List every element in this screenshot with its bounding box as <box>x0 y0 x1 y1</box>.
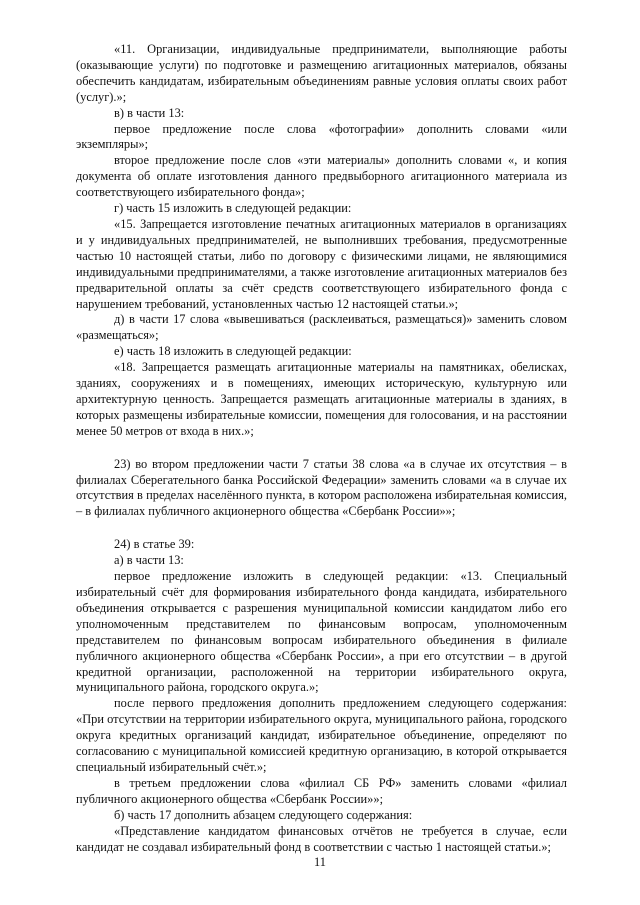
paragraph-16: б) часть 17 дополнить абзацем следующего содержания: <box>114 807 413 822</box>
paragraph-12: а) в части 13: <box>114 553 184 568</box>
paragraph-1: «11. Организации, индивидуальные предприниматели, выполняющие работы (оказывающие услуги) по подготовке и размещению агитационных материалов, обязаны обеспечить кандидатам, избирательным объединениям равные условия оплаты своих работ (услуг).»; <box>76 42 567 104</box>
paragraph-14: после первого предложения дополнить предложением следующего содержания: «При отсутствии на территории избирательного округа, муниципального района, городского округа кредитных организаций кандидат, избирательное объединение, определяют по согласованию с муниципальной комиссией кредитную организацию, в которой открывается специальный избирательный счёт.»; <box>76 696 567 774</box>
paragraph-15: в третьем предложении слова «филиал СБ РФ» заменить словами «филиал публичного акционерного общества «Сбербанк России»»; <box>76 775 567 806</box>
paragraph-13: первое предложение изложить в следующей редакции: «13. Специальный избирательный счёт для формирования избирательного фонда кандидата, избирательного объединения открывается с разрешения муниципальной комиссии кандидатом либо его уполномоченным представителем по финансовым вопросам, уполномоченным представителем по финансовым вопросам избирательного объединения в филиале публичного акционерного общества «Сбербанк России», а при его отсутствии – в другой кредитной организации, расположенной на территории избирательного округа, муниципального района, городского округа.»; <box>76 569 567 695</box>
paragraph-8: е) часть 18 изложить в следующей редакции: <box>114 344 352 359</box>
paragraph-2: в) в части 13: <box>114 105 185 120</box>
page-number: 11 <box>314 855 326 869</box>
document-body <box>76 42 567 855</box>
paragraph-10: 23) во втором предложении части 7 статьи 38 слова «а в случае их отсутствия – в филиалах Сберегательного банка Российской Федерации» заменить словами «а в случае их отсутствия в пределах населённого пункта, в котором расположена избирательная комиссия, – в филиалах публичного акционерного общества «Сбербанк России»»; <box>76 456 567 519</box>
paragraph-3: первое предложение после слова «фотографии» дополнить словами «или экземпляры»; <box>76 121 567 152</box>
paragraph-7: д) в части 17 слова «вывешиваться (расклеиваться, размещаться)» заменить словом «размещаться»; <box>76 312 567 343</box>
paragraph-11: 24) в статье 39: <box>114 537 195 552</box>
paragraph-6: «15. Запрещается изготовление печатных агитационных материалов в организациях и у индивидуальных предпринимателей, не выполнивших требования, предусмотренные частью 10 настоящей статьи, либо по договору с физическими лицами, не являющимися индивидуальными предпринимателями, а также изготовление агитационных материалов без предварительной оплаты за счёт средств соответствующего избирательного фонда с нарушением требований, установленных частью 12 настоящей статьи.»; <box>76 216 567 311</box>
paragraph-17: «Представление кандидатом финансовых отчётов не требуется в случае, если кандидат не создавал избирательный фонд в соответствии с частью 1 настоящей статьи.»; <box>76 823 567 854</box>
paragraph-5: г) часть 15 изложить в следующей редакции: <box>114 201 352 216</box>
paragraph-4: второе предложение после слов «эти материалы» дополнить словами «, и копия документа об оплате изготовления данного предвыборного агитационного материала из соответствующего избирательного фонда»; <box>76 153 567 200</box>
paragraph-9: «18. Запрещается размещать агитационные материалы на памятниках, обелисках, зданиях, сооружениях и в помещениях, имеющих историческую, культурную или архитектурную ценность. Запрещается размещать агитационные материалы в зданиях, в которых размещены избирательные комиссии, помещения для голосования, и на расстоянии менее 50 метров от входа в них.»; <box>76 360 567 438</box>
